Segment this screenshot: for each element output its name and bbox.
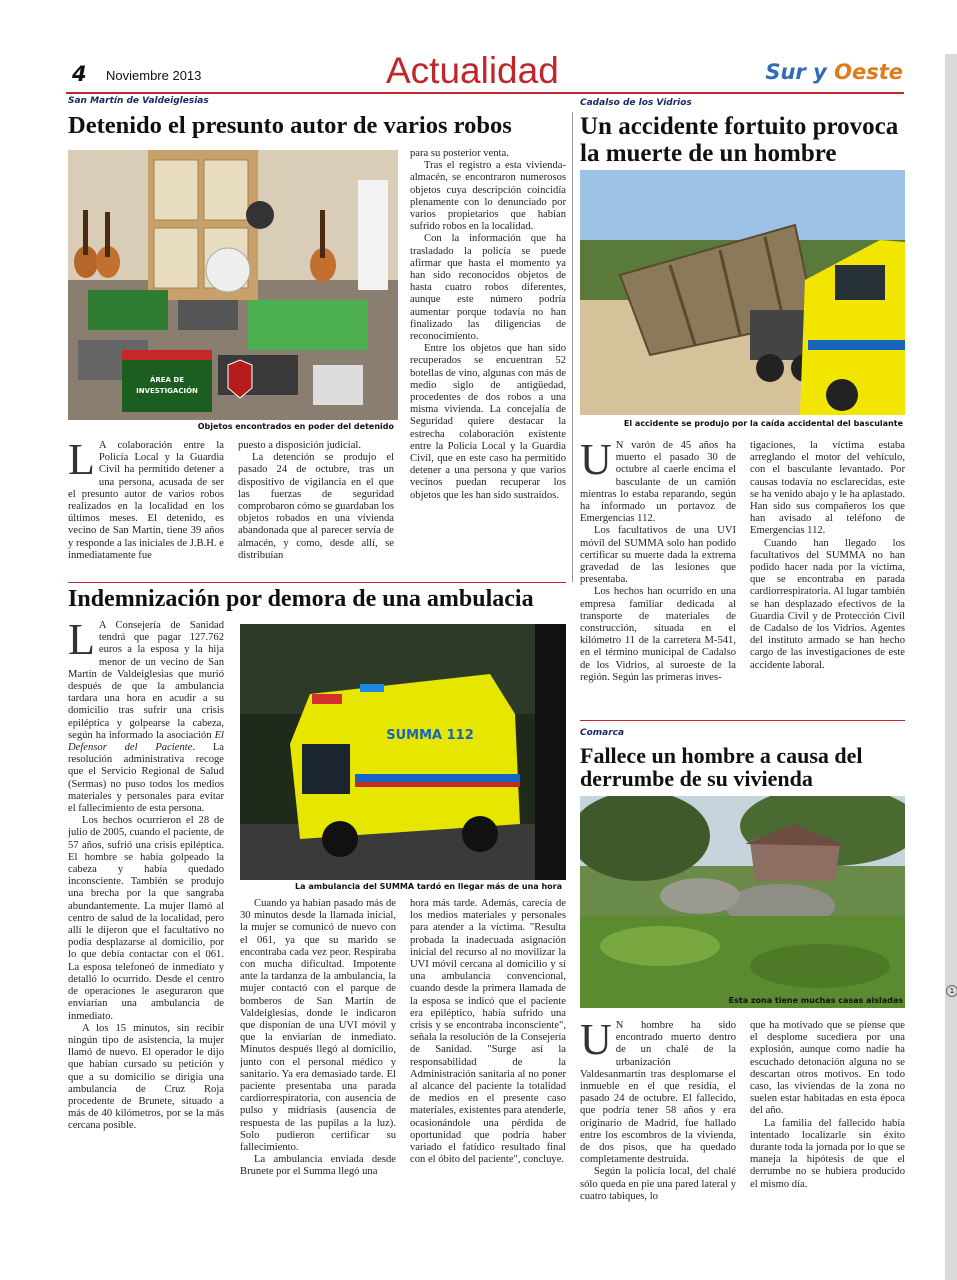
publication-brand bbox=[765, 60, 903, 84]
article1-caption: Objetos encontrados en poder del detenido bbox=[197, 422, 394, 431]
article4-col1-p2: Según la policía local, del chalé sólo queda en pie una pared lateral y cuatro tabiques, lo bbox=[580, 1166, 736, 1202]
article4-kicker: Comarca bbox=[580, 728, 625, 738]
article3-photo bbox=[240, 624, 566, 880]
article4-column2 bbox=[750, 1020, 905, 1232]
stolen-goods-illustration bbox=[68, 150, 398, 420]
article4-caption: Esta zona tiene muchas casas aisladas bbox=[728, 996, 903, 1005]
article3-org-name: El Defensor del Paciente bbox=[68, 729, 224, 754]
svg-text:INVESTIGACIÓN: INVESTIGACIÓN bbox=[136, 387, 198, 395]
brand-part1: Sur y bbox=[765, 60, 835, 84]
article4-headline: Fallece un hombre a causa del derrumbe de su vivienda bbox=[580, 743, 863, 791]
article2-column2 bbox=[750, 440, 905, 720]
article3-col1-p3: A los 15 minutos, sin recibir ningún tipo de asistencia, la mujer llamó de nuevo. El operador le dijo que habían cursado su petición y que a su domicilio se dirigía una ambulancia de Cruz Roja procedente de Brunete, situado a más de 40 kilómetros, por se la más cercana posible. bbox=[68, 1022, 224, 1132]
article2-kicker: Cadalso de los Vidrios bbox=[580, 98, 692, 108]
column-divider bbox=[572, 112, 573, 582]
article3-column1 bbox=[68, 620, 224, 1232]
article1-column2 bbox=[238, 440, 394, 580]
article1-kicker: San Martín de Valdeiglesias bbox=[68, 96, 209, 106]
article4-col2-p1: que ha motivado que se piense que el desplome sucediera por una explosión, aunque como nadie ha escuchado detonación alguna no se descartan otros motivos. En todo caso, las viviendas de la zona no suelen estar habitadas en esta época del año. bbox=[750, 1020, 905, 1117]
article4-photo bbox=[580, 796, 905, 1008]
article2-col1-p1: N varón de 45 años ha muerto el pasado 30 de octubre al caerle encima el basculante de un camión mientras lo estaba reparando, según ha informado un portavoz de Emergencias 112. bbox=[580, 440, 736, 525]
article3-caption: La ambulancia del SUMMA tardó en llegar más de una hora bbox=[295, 882, 562, 891]
article4-column1 bbox=[580, 1020, 736, 1232]
article1-dropcap: L bbox=[68, 440, 95, 484]
article2-bottom-rule bbox=[580, 720, 905, 721]
article3-column3 bbox=[410, 898, 566, 1234]
article3-headline: Indemnización por demora de una ambulacia bbox=[68, 586, 534, 612]
article3-col1-p1-b: . La resolución administrativa recoge que el Servicio Regional de Salud (Sermas) no puso todos los medios materiales y personales para evitar el fallecimiento de esta persona. bbox=[68, 742, 224, 815]
page-edge-bar bbox=[945, 54, 957, 1280]
article2-col1-p3: Los hechos han ocurrido en una empresa familiar dedicada al transporte de materiales de construcción, situada en el kilómetro 11 de la carretera M-541, en el término municipal de Cadalso de los Vidrios, al suroeste de la región. Según las primeras inves- bbox=[580, 586, 736, 683]
article2-dropcap: U bbox=[580, 440, 612, 484]
collapsed-house-illustration bbox=[580, 796, 905, 1008]
article2-col2-p1: tigaciones, la víctima estaba arreglando el motor del vehículo, con el basculante levantado. Por causas todavía no esclarecidas, este se ha venido abajo y le ha aplastado. Han sido sus compañeros los que han avisado al teléfono de Emergencias 112. bbox=[750, 440, 905, 537]
article1-col3-p1: para su posterior venta. bbox=[410, 148, 509, 159]
article1-bottom-rule bbox=[68, 582, 566, 583]
article3-column2 bbox=[240, 898, 396, 1234]
article1-column1 bbox=[68, 440, 224, 580]
article2-caption: El accidente se produjo por la caída accidental del basculante bbox=[623, 419, 903, 428]
article1-headline: Detenido el presunto autor de varios robos bbox=[68, 112, 512, 139]
truck-accident-illustration bbox=[580, 170, 905, 415]
article2-column1 bbox=[580, 440, 736, 720]
article3-col2-p2: La ambulancia enviada desde Brunete por el Summa llegó una bbox=[240, 1154, 396, 1178]
svg-text:ÁREA DE: ÁREA DE bbox=[149, 376, 185, 384]
ambulance-illustration bbox=[240, 624, 566, 880]
article3-dropcap: L bbox=[68, 620, 95, 664]
article3-col1-p1-a: A Consejería de Sanidad tendrá que pagar 127.762 euros a la esposa y la hija menor de un vecino de San Martín de Valdeiglesias que murió después de que la ambulancia tardara una hora en acudir a su domicilio tras sufrir una crisis epiléptica y golpearse la cabeza, según ha informado la asociación bbox=[68, 620, 224, 741]
issue-date: Noviembre 2013 bbox=[106, 68, 202, 83]
edge-mark-icon: 1 bbox=[946, 985, 957, 997]
header-rule bbox=[66, 92, 904, 94]
ambulance-label: SUMMA 112 bbox=[386, 728, 474, 743]
article2-col2-p2: Cuando han llegado los facultativos del SUMMA no han podido hacer nada por la víctima, que se encontraba en parada cardiorrespiratoria. Al lugar también se han desplazado efectivos de la Guardia Civil y de Protección Civil de Cadalso de los Vidrios. Agentes del instituto armado se han hecho cargo de las investigaciones de este accidente laboral. bbox=[750, 537, 905, 671]
brand-part2: Oeste bbox=[834, 60, 903, 84]
article1-col3-p3: Con la información que ha trasladado la policía se puede afirmar que hasta el momento ya han sido reconocidos objetos de hasta cuatro robos diferentes, aunque este número podría aumentar porque todavía no han finalizado las diligencias de reconocimiento. bbox=[410, 233, 566, 343]
article4-col2-p2: La familia del fallecido había intentado localizarle sin éxito durante toda la jornada por lo que se maneja la hipótesis de que el derrumbe no se hubiera producido el mismo día. bbox=[750, 1117, 905, 1190]
article1-column3 bbox=[410, 148, 566, 580]
section-title: Actualidad bbox=[386, 50, 559, 91]
article2-col1-p2: Los facultativos de una UVI móvil del SUMMA solo han podido certificar su muerte dada la extrema gravedad de las lesiones que presentaba. bbox=[580, 525, 736, 586]
article2-headline: Un accidente fortuito provoca la muerte de un hombre bbox=[580, 113, 899, 167]
page-number: 4 bbox=[72, 62, 87, 86]
article3-col2-p1: Cuando ya habían pasado más de 30 minutos desde la llamada inicial, la mujer se comunicó de nuevo con el 061, ya que su marido se encontraba cada vez peor. Respiraba con mucha dificultad. Impotente ante la tardanza de la ambulancia, la mujer contactó con el parque de bomberos de San Martín de Valdeiglesias, donde le indicaron que disponían de una UVI móvil y que la enviarían de inmediato. Minutos después llegó al domicilio, junto con el personal médico y sanitario. Ya era demasiado tarde. El paciente presentaba una parada cardiorrespiratoria, con ausencia de pulso y midriasis (ausencia de respuesta de las pupilas a la luz). Solo pudieron certificar su fallecimiento. bbox=[240, 898, 396, 1154]
article3-col3-p1: hora más tarde. Además, carecía de los medios materiales y personales para atender a la víctima. "Resulta probada la inadecuada asignación inicial del recurso al no movilizar la UVI móvil cercana al domicilio y sí una ambulancia convencional, cuando desde la primera llamada de la esposa se indicó que el paciente era epiléptico, había sufrido una crisis y se encontraba inconsciente", señala la resolución de la Consejería de Sanidad. "Surge así la responsabilidad de la Administración sanitaria al no poner al alcance del paciente la totalidad de medios en el presente caso materiales, existentes para atenderle, ocasionándole una pérdida de oportunidad que podría haber variado el fatídico resultado final con el óbito del paciente", concluye. bbox=[410, 898, 566, 1166]
article1-col3-p4: Entre los objetos que han sido recuperados se encuentran 52 botellas de vino, algunas con más de medio siglo de antigüedad, procedentes de dos robos a una misma vivienda. La concejalía de Seguridad quiere destacar la estrecha colaboración existente entre la Policía Local y la Guardia Civil, que en este caso ha permitido detener a una persona y que varios vecinos puedan recuperar los objetos que les han sido sustraídos. bbox=[410, 343, 566, 501]
article1-col3-p2: Tras el registro a esta vivienda-almacén, se encontraron numerosos objetos cuya descripción coincidía plenamente con lo denunciado por varios propietarios que habían sufrido robos en la localidad. bbox=[410, 160, 566, 233]
article2-photo bbox=[580, 170, 905, 415]
article1-col1-text: A colaboración entre la Policía Local y la Guardia Civil ha permitido detener a una persona, acusada de ser el presunto autor de varios robos realizados en la localidad en los últimos meses. El detenido, es vecino de San Martín, tiene 39 años y responde a las iniciales de J.B.H. e inmediatamente fue bbox=[68, 440, 224, 561]
article3-col1-p2: Los hechos ocurrieron el 28 de julio de 2005, cuando el paciente, de 57 años, sufrió una crisis epiléptica. El hombre se había golpeado la cabeza y había quedado inconsciente. También se produjo una brecha por la que sangraba abundantemente. La mujer llamó al centro de salud de la localidad, pero allí le dijeron que el facultativo no podía desplazarse al domicilio, por lo que debía contactar con el 061. La esposa telefoneó de inmediato y detalló lo ocurrido. Desde el centro de operaciones le aseguraron que enviarían una ambulancia de inmediato. bbox=[68, 815, 224, 1022]
article4-col1-p1: N hombre ha sido encontrado muerto dentro de un chalé de la urbanización Valdesanmartín tras desplomarse el inmueble en el que residía, el pasado 24 de octubre. El fallecido, que podría tener 58 años y era originario de Madrid, fue hallado entre los escombros de la vivienda, de dos pisos, que ha quedado completamente destruida. bbox=[580, 1020, 736, 1166]
article4-dropcap: U bbox=[580, 1020, 612, 1064]
article1-col2-p2: La detención se produjo el pasado 24 de octubre, tras un dispositivo de vigilancia en el que las fuerzas de seguridad comprobaron cómo se guardaban los objetos robados en una vivienda abandonada que al parecer servía de almacén, y como, desde allí, se distribuían bbox=[238, 452, 394, 561]
article1-photo bbox=[68, 150, 398, 420]
article1-col2-p1: puesto a disposición judicial. bbox=[238, 440, 361, 451]
